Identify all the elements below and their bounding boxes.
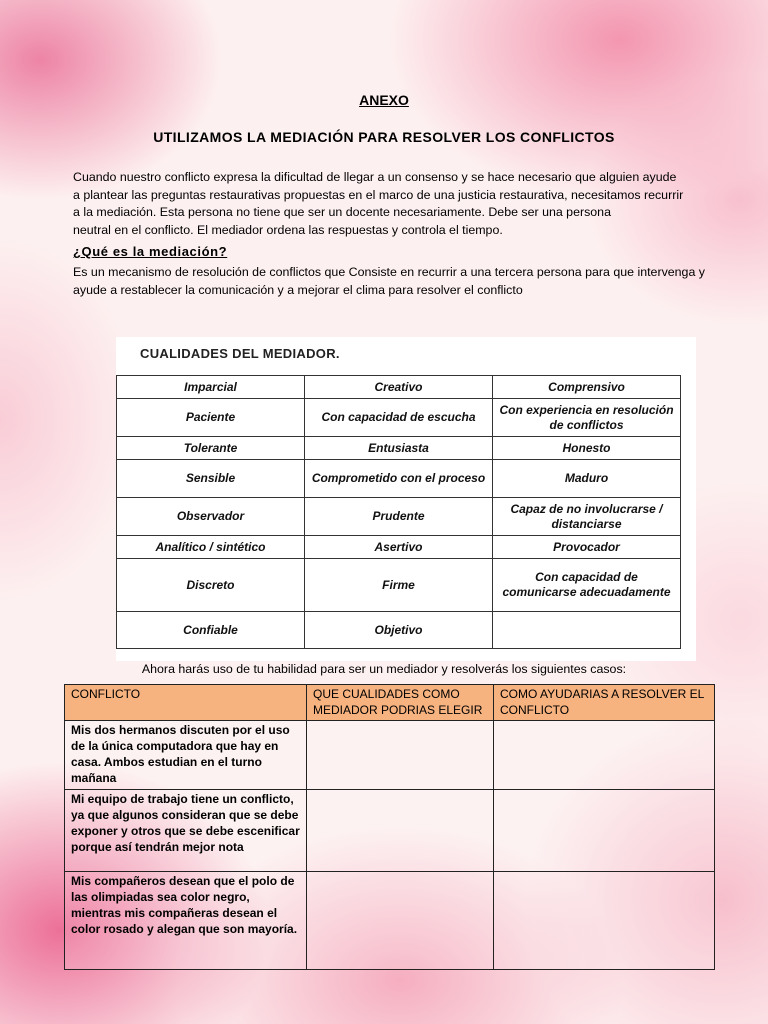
case-description: Mis dos hermanos discuten por el uso de la única computadora que hay en casa. Ambos estudian en el turno mañana [65,721,307,790]
annex-heading: ANEXO [359,92,409,108]
quality-cell: Discreto [117,559,305,612]
quality-cell: Prudente [305,498,493,536]
quality-cell: Con capacidad de comunicarse adecuadamente [493,559,681,612]
case-row [65,872,715,970]
quality-cell: Paciente [117,399,305,437]
quality-cell: Comprensivo [493,376,681,399]
cases-header-row [65,685,715,721]
case-description: Mi equipo de trabajo tiene un conflicto, ya que algunos consideran que se debe exponer y otros que se debe escenificar porque así tendrán mejor nota [65,790,307,872]
page-title: UTILIZAMOS LA MEDIACIÓN PARA RESOLVER LOS CONFLICTOS [153,129,615,145]
qualities-row [117,559,681,612]
qualities-row [117,399,681,437]
quality-cell: Maduro [493,460,681,498]
section-question: ¿Qué es la mediación? [73,244,228,259]
qualities-row [117,612,681,649]
quality-cell: Sensible [117,460,305,498]
qualities-answer-cell[interactable] [307,721,494,790]
cases-table [64,684,715,970]
column-header-resolution: COMO AYUDARIAS A RESOLVER EL CONFLICTO [494,685,715,721]
quality-cell [493,612,681,649]
quality-cell: Imparcial [117,376,305,399]
qualities-panel [116,337,696,661]
qualities-heading: CUALIDADES DEL MEDIADOR. [140,346,340,361]
quality-cell: Creativo [305,376,493,399]
quality-cell: Honesto [493,437,681,460]
quality-cell: Entusiasta [305,437,493,460]
quality-cell: Tolerante [117,437,305,460]
qualities-row [117,376,681,399]
qualities-table [116,375,681,649]
intro-line: a la mediación. Esta persona no tiene que ser un docente necesariamente. Debe ser una persona [73,205,611,219]
qualities-answer-cell[interactable] [307,872,494,970]
case-row [65,721,715,790]
resolution-answer-cell[interactable] [494,790,715,872]
column-header-qualities: QUE CUALIDADES COMO MEDIADOR PODRIAS ELEGIR [307,685,494,721]
column-header-conflict: CONFLICTO [65,685,307,721]
qualities-row [117,437,681,460]
quality-cell: Con capacidad de escucha [305,399,493,437]
quality-cell: Analítico / sintético [117,536,305,559]
qualities-row [117,498,681,536]
quality-cell: Observador [117,498,305,536]
intro-paragraph [73,169,705,239]
intro-line: a plantear las preguntas restaurativas propuestas en el marco de una justicia restaurativa, necesitamos recurrir [73,187,684,202]
quality-cell: Capaz de no involucrarse / distanciarse [493,498,681,536]
quality-cell: Comprometido con el proceso [305,460,493,498]
quality-cell: Con experiencia en resolución de conflictos [493,399,681,437]
cases-caption: Ahora harás uso de tu habilidad para ser un mediador y resolverás los siguientes casos: [141,662,627,676]
case-description: Mis compañeros desean que el polo de las olimpiadas sea color negro, mientras mis compañeras desean el color rosado y alegan que son mayoría. [65,872,307,970]
resolution-answer-cell[interactable] [494,872,715,970]
quality-cell: Provocador [493,536,681,559]
case-row [65,790,715,872]
qualities-answer-cell[interactable] [307,790,494,872]
intro-line: neutral en el conflicto. El mediador ordena las respuestas y controla el tiempo. [73,222,503,237]
quality-cell: Objetivo [305,612,493,649]
quality-cell: Asertivo [305,536,493,559]
quality-cell: Confiable [117,612,305,649]
definition-paragraph: Es un mecanismo de resolución de conflictos que Consiste en recurrir a una tercera persona para que intervenga y ayude a restablecer la comunicación y a mejorar el clima para resolver el conflicto [73,265,705,297]
resolution-answer-cell[interactable] [494,721,715,790]
intro-line: Cuando nuestro conflicto expresa la dificultad de llegar a un consenso y se hace necesario que alguien ayude [73,170,677,184]
quality-cell: Firme [305,559,493,612]
qualities-row [117,460,681,498]
qualities-row [117,536,681,559]
